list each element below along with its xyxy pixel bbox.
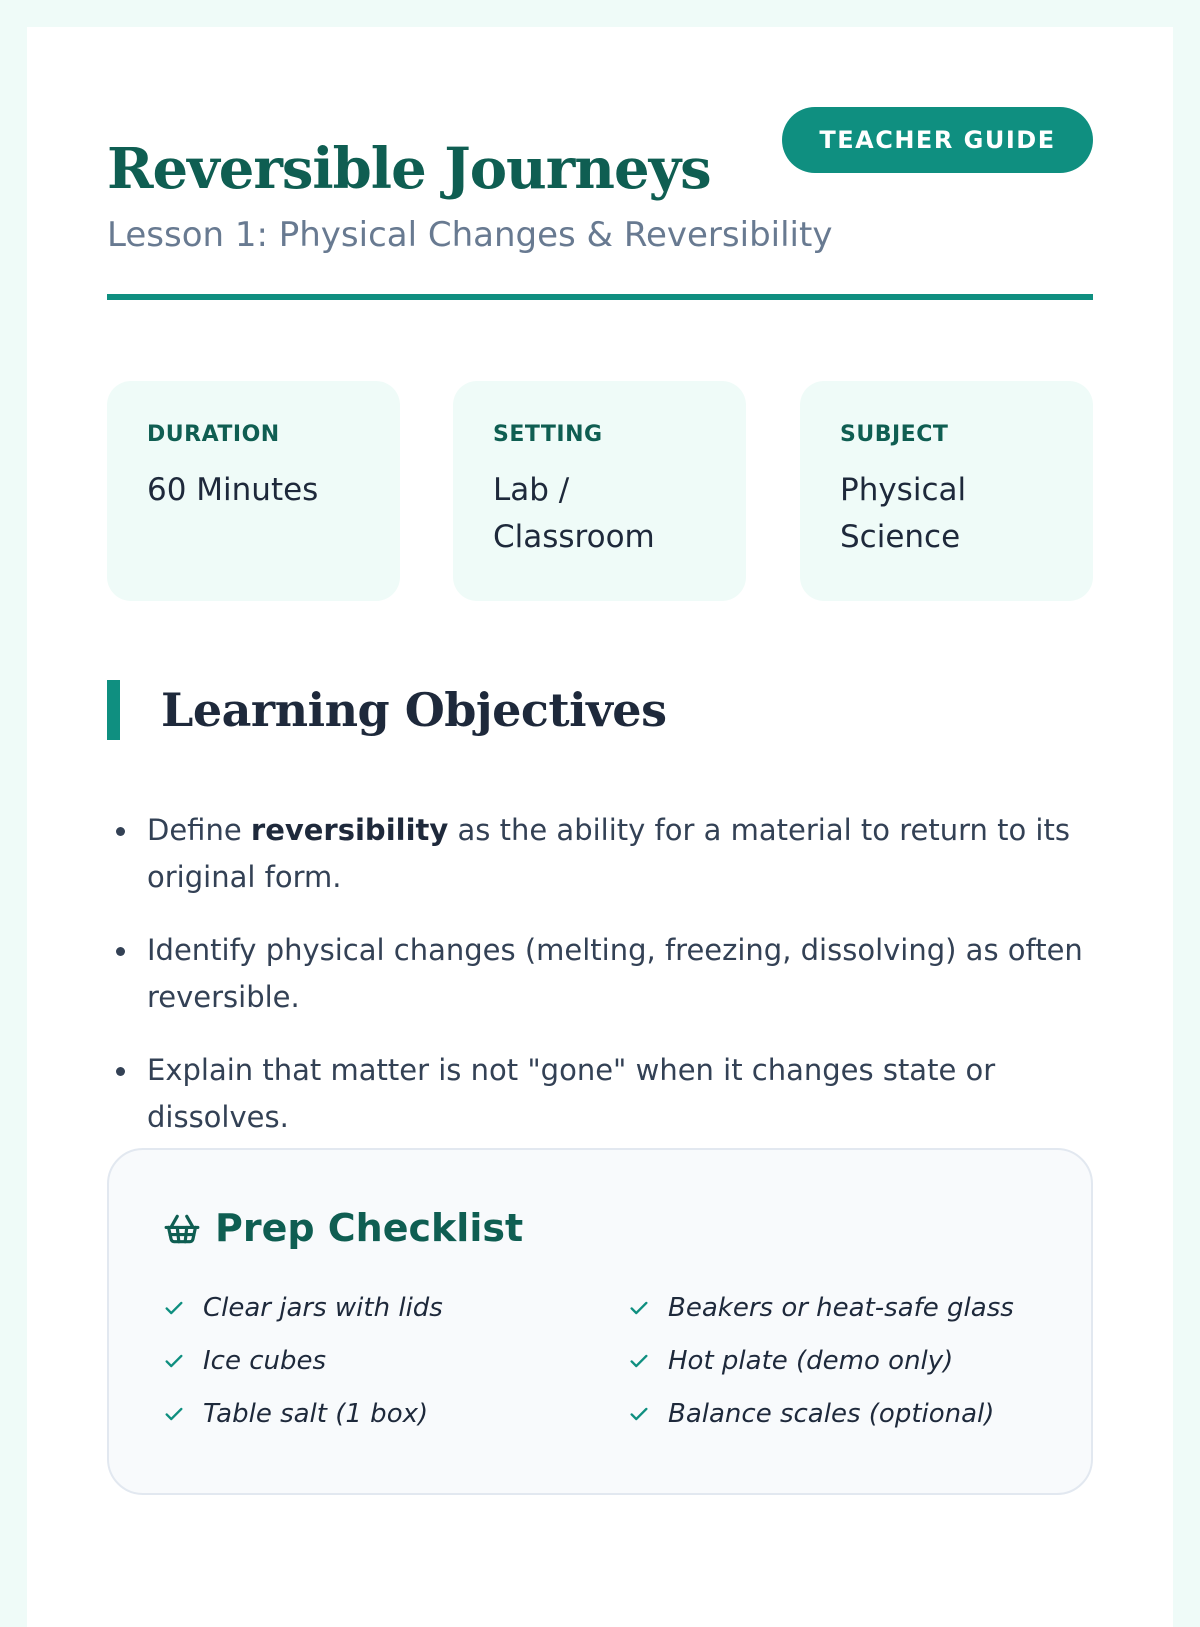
objectives-list [107,807,1093,1141]
header-divider [107,294,1093,300]
list-item [107,1047,1093,1141]
info-card-label: SETTING [493,422,603,447]
basket-icon [163,1210,201,1248]
check-icon [163,1350,185,1372]
info-card-value: Lab / Classroom [493,472,655,555]
section-accent-bar [107,680,120,740]
objective-text: Explain that matter is not "gone" when it changes state or dissolves. [147,1053,996,1134]
teacher-guide-badge: TEACHER GUIDE [782,107,1093,173]
info-card-label: SUBJECT [840,422,949,447]
info-cards [107,381,1093,601]
page-title: Reversible Journeys [107,136,711,202]
checklist-item-text: Balance scales (optional) [668,1399,995,1429]
lesson-subtitle: Lesson 1: Physical Changes & Reversibility [107,215,833,255]
check-icon [628,1297,650,1319]
checklist-title: Prep Checklist [215,1206,524,1250]
section-title: Learning Objectives [161,683,667,737]
info-card-value: Physical Science [840,472,967,555]
checklist-item-text: Table salt (1 box) [203,1399,429,1429]
list-item [107,927,1093,1021]
check-icon [163,1297,185,1319]
info-card-duration [107,381,400,601]
info-card-value: 60 Minutes [147,472,319,508]
list-item [107,807,1093,901]
prep-checklist-panel [107,1148,1093,1495]
objective-text: Identify physical changes (melting, freezing, dissolving) as often reversible. [147,933,1083,1014]
info-card-setting [453,381,746,601]
bullet-icon [116,1067,125,1076]
lesson-page [27,27,1173,1627]
info-card-subject [800,381,1093,601]
bullet-icon [116,947,125,956]
bullet-icon [116,827,125,836]
checklist-item-text: Beakers or heat-safe glass [668,1293,1014,1323]
objective-keyword: reversibility [250,813,449,847]
checklist-item-text: Ice cubes [203,1346,327,1376]
objective-text: as the ability for a material to return to its original form. [147,813,1070,894]
info-card-label: DURATION [147,422,280,447]
checklist-item-text: Clear jars with lids [203,1293,443,1323]
check-icon [628,1350,650,1372]
check-icon [628,1403,650,1425]
objectives-heading [107,680,1093,740]
checklist-item-text: Hot plate (demo only) [668,1346,954,1376]
check-icon [163,1403,185,1425]
objective-text: Define [147,813,251,847]
